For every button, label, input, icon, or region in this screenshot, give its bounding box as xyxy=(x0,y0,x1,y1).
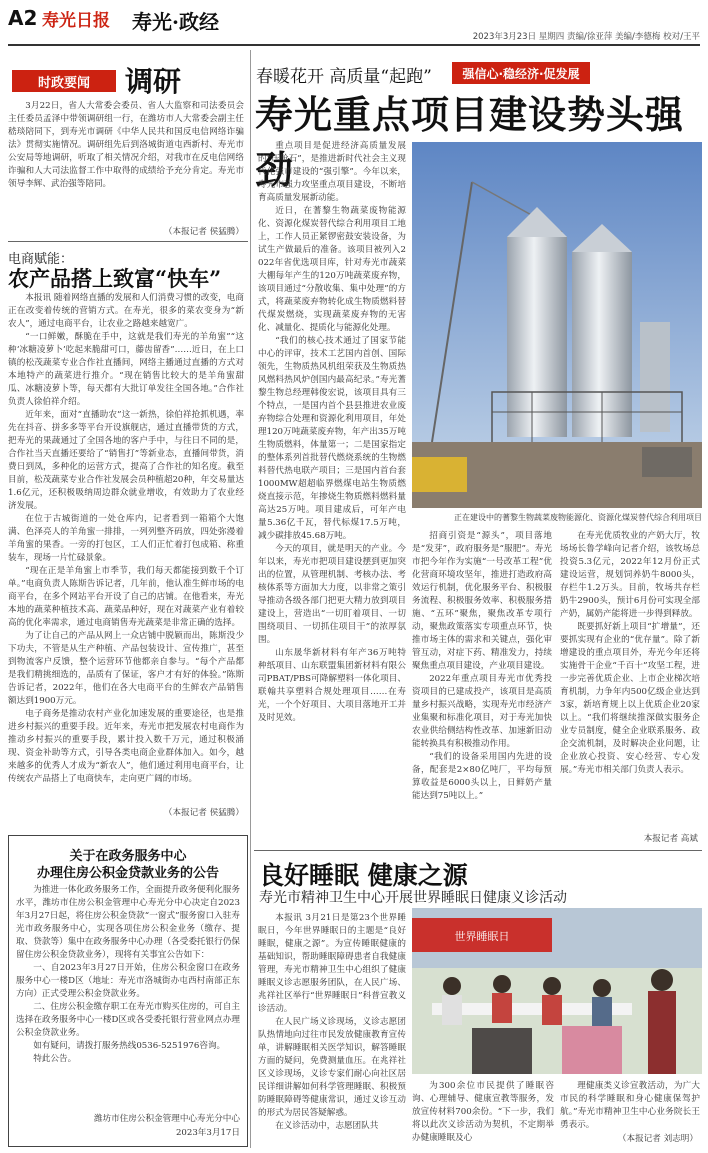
paragraph: 一、自2023年3月27日开始，住房公积金窗口在政务服务中心一楼D区（地址：寿光市洛城街办屯西村南部正东方向）正式受理公积金贷款业务。 xyxy=(16,963,240,999)
paragraph: 理健康类义诊宣教活动，为广大市民的科学睡眠和身心健康保驾护航。”寿光市精神卫生中心业务院长王勇表示。 xyxy=(560,1081,700,1130)
paragraph: 为了让自己的产品从网上一众店铺中脱颖而出，陈斯没少下功夫，不管是从生产种植、产品包装设计、宣传推广，甚至到物流客户反馈，整个运营环节他都亲自参与。“每个产品都是我们精挑细选的，品质有了保证，客户才有好的体验。”陈斯告诉记者，2022年，他们在各大电商平台的生鲜农产品销售额达到1900万元。 xyxy=(8,631,244,706)
paragraph: “我们的核心技术通过了国家节能中心的评审，技术工艺国内首创、国际领先，生物质热风机组荣获及生物质热风燃料热风炉创国内最高纪录。”寿光蓍黎生物总经理韩俊宏说，该项目具有三个特点，一是国内首个县县推进农业废弃物综合处理和资源化利用项目，年处理120万吨蔬菜废弃物，年产出35万吨生物质燃料，体量第一；二是国家指定的整体系列首批替代燃烧系统的生物燃料替代热电联产项目；三是国内首台套1000MW超超临界燃煤电站生物质燃烧直接示范，年掺烧生物质燃料燃料量高达25万吨。项目建成后，可年产电量5.36亿千瓦，替代标煤17.5万吨，减少碳排放45.68万吨。 xyxy=(258,336,406,541)
paragraph: 在义诊活动中，志愿团队共 xyxy=(275,1121,379,1131)
main-title: 寿光重点项目建设势头强劲 xyxy=(255,92,685,192)
byline: （本报记者 刘志明） xyxy=(617,1134,698,1144)
ecommerce-title: 农产品搭上致富“快车” xyxy=(8,266,222,291)
paragraph: 电子商务是推动农村产业化加速发展的重要途径，也是推进乡村振兴的重要手段。近年来，寿光市把发展农村电商作为推动乡村振兴的重要手段，累计投入数千万元，通过积极涌现、资金补助等方式，引导各类电商企业群体加入。如今，越来越多的优秀人才成为“新农人”，他们通过利用电商平台，让传统农产品搭上了电商快车，走向更广阔的市场。 xyxy=(8,709,244,784)
article-title-tiaoyan: 调研 xyxy=(125,65,182,98)
notice-body xyxy=(16,884,240,1106)
banner-text: 世界睡眠日 xyxy=(454,930,510,943)
silo-illustration xyxy=(412,142,702,508)
paragraph: 重点项目是促进经济高质量发展的“压舱石”，是推进新时代社会主义现代化强市建设的“强引擎”。今年以来，寿光市强力攻坚重点项目建设，不断培育高质量发展新动能。 xyxy=(258,141,406,203)
paragraph: 本报讯 随着网络直播的发展和人们消费习惯的改变，电商正在改变着传统的营销方式。在寿光，很多的菜农变身为“新农人”，通过电商平台，让农业之路越来越宽广。 xyxy=(8,293,244,329)
paragraph: 2022年重点项目寿光市优秀投资项目的已建成投产，该项目是高质量乡村振兴战略，实现寿光市经济产业集聚和标准化项目，对于寿光加快农业供给侧结构性改革、加速新旧动能转换具有积极推动作用。 xyxy=(412,674,552,749)
column-divider xyxy=(250,50,251,1148)
ecommerce-body xyxy=(8,292,244,804)
paragraph: 招商引资是“源头”，项目落地是“发芽”，政府服务是“服肥”。寿光市把今年作为实施“一号改革工程”优化营商环境攻坚年，推进打造政府高效运行机制，优化服务平台、积极服务流程、积极服务效率、积极服务措施、“五环”聚焦，聚焦改革专项行动，聚焦政策落实专项重点环节，快推市场主体的需求和关键点，强化审管互动，对症下药、精准发力，持续聚焦重点项目建设，产业项目建设。 xyxy=(412,531,552,671)
divider xyxy=(254,850,702,851)
notice-title-line1: 关于在政务服务中心 xyxy=(69,849,187,864)
paragraph: “一口鲜嫩，酥脆在手中，这就是我们寿光的羊角蜜”“这种‘冰糖凌萝卜’吃起来脆甜可口，藤齿留香”……近日，在上口镇的松茂蔬菜专业合作社直播间，网络主播通过直播的方式对本地特产的蔬菜进行推介。“现在销售比较大的是羊角蜜甜瓜、冰糖凌萝卜等，每天都有大批订单发往全国各地。”合作社负责人徐伯祥介绍。 xyxy=(8,332,244,407)
sleep-column-3 xyxy=(560,1080,700,1130)
main-column-2 xyxy=(412,530,552,848)
main-tag: 强信心·稳经济·促发展 xyxy=(452,62,590,84)
construction-photo xyxy=(412,142,702,508)
main-column-3 xyxy=(560,530,700,830)
paragraph: 今天的项目，就是明天的产业。今年以来，寿光市把项目建设摆到更加突出的位置，从管理机制、考核办法、考核体系等方面加大力度，以非常之策引导推动各级各部门把更大精力放到项目建设上，营造出“一切盯着项目、一切围绕项目、一切抓住项目干”的浓厚氛围。 xyxy=(258,544,406,645)
ecommerce-kicker: 电商赋能： xyxy=(8,252,74,267)
newspaper-logo: 寿光日报 xyxy=(42,11,110,31)
notice-signature-org: 潍坊市住房公积金管理中心寿光分中心 xyxy=(93,1114,240,1124)
sleep-column-2 xyxy=(412,1080,554,1146)
paragraph: 如有疑问，请拨打服务热线0536-5251976咨询。 xyxy=(33,1041,226,1051)
section-title: 寿光·政经 xyxy=(132,10,219,34)
paragraph: 山东晟华新材料有年产36万吨特种纸项目、山东联盟集团新材料有限公司PBAT/PBS可降解塑料一体化项目、联翰共享塑料合规处理项目……在寿光，一个个好项目、大项目落地开工并及时见效。 xyxy=(258,648,406,723)
paragraph: “现在正是羊角蜜上市季节，我们每天都能接到数千个订单。”电商负责人陈斯告诉记者，几年前，他认准生鲜市场的电商平台，在多个网站平台开设了自己的店铺。在他看来，寿光本地的蔬菜种植技术高、蔬菜品种好，现在对蔬菜产业有着较高的优化率需求，通过电商销售寿光蔬菜是非常正确的选择。 xyxy=(8,566,244,628)
paragraph: 为推进一体化政务服务工作，全面提升政务便利化服务水平，潍坊市住房公积金管理中心寿光分中心决定自2023年3月27日起，将住房公积金贷款“一窗式”服务窗口入驻寿光市政务服务中心，实现各项住房公积金业务（缴存、提取、贷款等）集中在政务服务中心办理（各受委托银行仍保留住房公积金贷款业务），现将有关事宜公告如下： xyxy=(16,885,240,960)
issue-info: 2023年3月23日 星期四 责编/徐亚萍 美编/李德梅 校对/王平 xyxy=(472,32,700,42)
main-column-1 xyxy=(258,140,406,848)
paragraph: 在人民广场义诊现场，义诊志愿团队热情地向过往市民发放健康教育宣传单，讲解睡眠相关医学知识，解答睡眠方面的疑问，免费测量血压。在兆祥社区义诊现场，义诊专家们耐心向社区居民详细讲解如何科学管理睡眠、积极预防睡眠障碍等健康常识，通过义诊互动的形式为居民答疑解惑。 xyxy=(258,1017,406,1118)
page-number: A2 xyxy=(8,6,38,30)
sleep-subtitle: 寿光市精神卫生中心开展世界睡眠日健康义诊活动 xyxy=(259,890,567,906)
paragraph: 近年来，面对“直播助农”这一新热，徐伯祥抢抓机遇，率先在抖音、拼多多等平台开设旗舰店，通过直播带货的方式，把寿光的果蔬通过了全国各地的客户手中，与往日不同的是，合作社当天直播还要给了“销售打”等新业态，直播间带货，消费日到凤，多种化的运营方式，提高了合作社的知名度。截至目前，松茂蔬菜专业合作社发展会员种植超20种，年交易量达1.6亿元，还积极吸纳周边群众就业增收，有效助力了农业经济发展。 xyxy=(8,410,244,511)
notice-title-line2: 办理住房公积金贷款业务的公告 xyxy=(36,866,219,881)
section-tag: 时政要闻 xyxy=(12,70,116,92)
main-subtitle: 春暖花开 高质量“起跑” xyxy=(256,67,432,87)
paragraph: 在位于古城街道的一处仓库内，记者看到一箱箱个大饱满、色泽亮人的羊角蜜一排排，一列列整齐码放，四处弥漫着羊角蜜的果香。一旁的打包区，工人们正忙着打包成箱、称重装车，现场一片忙碌景象。 xyxy=(8,514,244,563)
byline: （本报记者 侯猛腾） xyxy=(163,808,244,818)
paragraph: 近日，在蓍黎生物蔬菜废物能源化、资源化煤炭替代综合利用项目工地上，工作人员正紧锣密鼓安装设备，为试生产做最后的准备。该项目被列入2022年省优选项目库，针对寿光市蔬菜大棚每年产生的120万吨蔬菜废弃物，该项目通过“分散收集、集中处理”的方式，将蔬菜废弃物转化成生物质燃料替代煤炭燃烧，实现蔬菜废弃物的无害化、减量化、提质化与能源化处理。 xyxy=(258,206,406,333)
paragraph: 3月22日，省人大常委会委员、省人大监察和司法委员会主任委员孟泽中带领调研组一行，在潍坊市人大常委会副主任嵇琰陪同下，到寿光市调研《中华人民共和国反电信网络诈骗法》贯彻实施情况。调研组先后到洛城街道屯西新村、寿光市公安局等地调研，听取了相关情况介绍，对我市在反电信网络诈骗和人大司法监督工作中取得的成绩给予充分肯定。寿光市领导李辉、武治强等陪同。 xyxy=(8,101,244,189)
paragraph: 二、住房公积金缴存职工在寿光市购买住房的，可自主选择在政务服务中心一楼D区或各受委托银行营业网点办理公积金贷款业务。 xyxy=(16,1002,240,1038)
byline: （本报记者 侯猛腾） xyxy=(163,227,244,237)
byline: 本报记者 高斌 xyxy=(643,834,698,844)
sleep-title: 良好睡眠 健康之源 xyxy=(259,861,468,890)
paragraph: 在寿光优质牧业的产奶大厅，牧场场长鲁学峰向记者介绍，该牧场总投资5.3亿元，2022年12月份正式建设运营，规划饲养奶牛8000头，存栏牛1.2万头。目前，牧场共存栏奶牛2900头，预计6月份可实现全部产奶，属奶产能将进一步得到释放。 xyxy=(560,531,700,619)
clinic-illustration xyxy=(412,908,702,1074)
paragraph: 特此公告。 xyxy=(33,1054,77,1064)
paragraph: 本报讯 3月21日是第23个世界睡眠日，今年世界睡眠日的主题是“良好睡眠，健康之源”。为宣传睡眠健康的基础知识，帮助睡眠障碍患者自我健康管理，寿光市精神卫生中心组织了健康睡眠义诊志愿服务团队，在人民广场、兆祥社区举行“世界睡眠日”科普宣教义诊活动。 xyxy=(258,913,406,1014)
notice-signature-date: 2023年3月17日 xyxy=(175,1128,240,1138)
paragraph: “我们的设备采用国内先进的设备，配套是2×80亿吨厂，平均每预算收益是6000头以上，日鲜奶产量能达到75吨以上。” xyxy=(412,752,552,801)
sleep-column-1 xyxy=(258,912,406,1147)
paragraph: 为300余位市民提供了睡眠咨询、心理辅导、健康宣教等服务，发放宣传材料700余份。“下一步，我们将以此次义诊活动为契机，不定期举办健康睡眠及心 xyxy=(412,1081,554,1143)
divider xyxy=(8,241,248,242)
article-body-tiaoyan xyxy=(8,100,244,191)
photo-caption: 正在建设中的蓍黎生物蔬菜废物能源化、资源化煤炭替代综合利用项目 xyxy=(454,513,702,522)
sleep-event-photo xyxy=(412,908,702,1074)
header-rule xyxy=(8,44,700,46)
paragraph: 既要抓好新上项目“扩增量”，还要抓实现有企业的“优存量”。除了新增建设的重点项目外，寿光今年还将实施骨干企业“千百十”攻坚工程，进一步完善优质企业、上市企业梯次培育机制，力争年内500亿级企业达到3家，新培育规上以上优质企业20家以上。“我们将继续推深做实服务企业专员制度，健全企业联系服务、政企交流机制，及时解决企业问题，让企业放心投资、安心经营、专心发展。”寿光市相关部门负责人表示。 xyxy=(560,622,700,775)
